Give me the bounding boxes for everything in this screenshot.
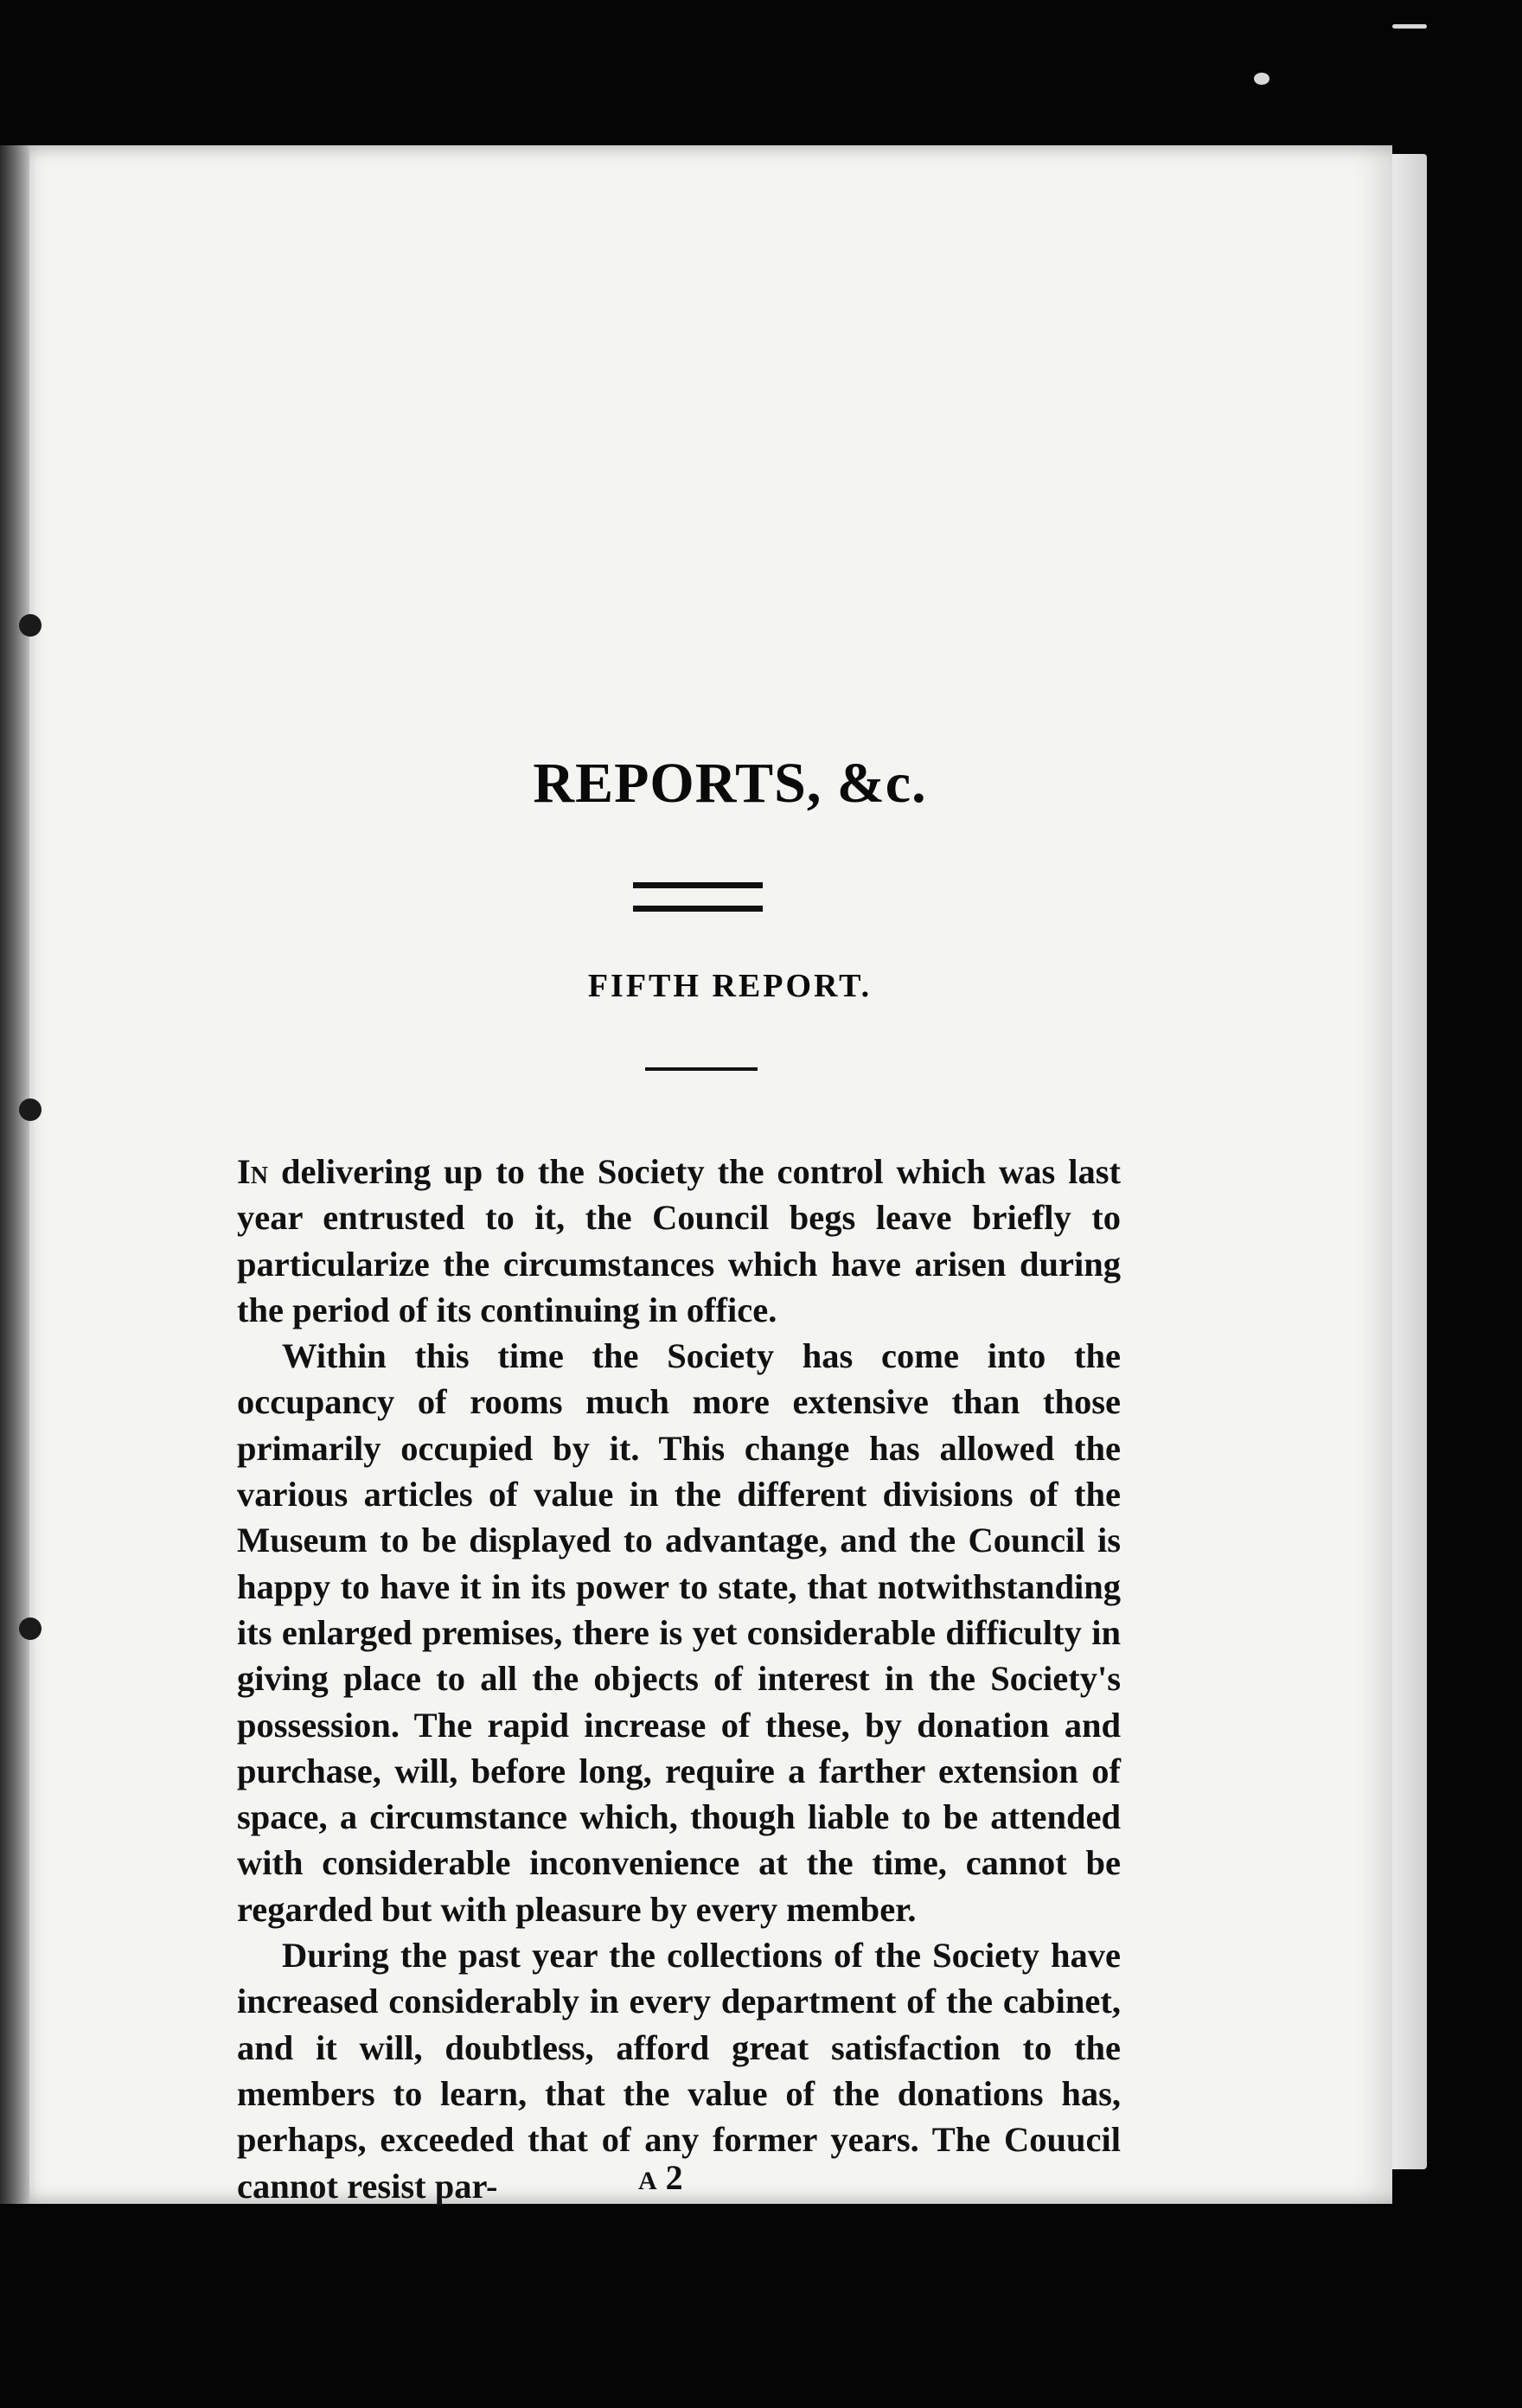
section-heading: FIFTH REPORT. [587,968,873,1004]
signature-number: 2 [665,2158,683,2197]
double-rule-divider [633,882,763,912]
paragraph-3: During the past year the collections of the Society have increased considerably in every department of the cabinet, and it will, doubtless, afford great satisfaction to the members to learn, that the value of the donations has, perhaps, exceeded that of any former years. The Couucil cannot resist par- [237,1936,1121,2206]
paragraph-1 [237,1149,1121,1333]
page-title: REPORTS, &c. [533,752,927,815]
signature-letter: A [638,2167,657,2195]
paragraph-1-text: delivering up to the Society the control which was last year entrusted to it, the Council begs leave briefly to particularize the circumstances which have arisen during the period of its continuing in office. [237,1152,1121,1329]
single-rule-divider [645,1067,758,1071]
signature-mark [638,2157,683,2198]
book-page [16,145,1392,2204]
binding-stitch [19,1617,42,1640]
binding-stitch [19,614,42,637]
dust-speck [1254,73,1269,85]
binding-stitch [19,1098,42,1121]
paragraph-2: Within this time the Society has come into the occupancy of rooms much more extensive than those primarily occupied by it. This change has allowed the various articles of value in the different divisions of the Museum to be displayed to advantage, and the Council is happy to have it in its power to state, that notwithstanding its enlarged premises, there is yet considerable difficulty in giving place to all the objects of interest in the Society's possession. The rapid increase of these, by donation and purchase, will, before long, require a farther extension of space, a circumstance which, though liable to be attended with considerable inconvenience at the time, cannot be regarded but with pleasure by every member. [237,1336,1121,1929]
report-body [237,1149,1121,2209]
spine-binding [0,145,29,2204]
drop-word: In [237,1152,268,1191]
dust-speck [1392,24,1427,29]
